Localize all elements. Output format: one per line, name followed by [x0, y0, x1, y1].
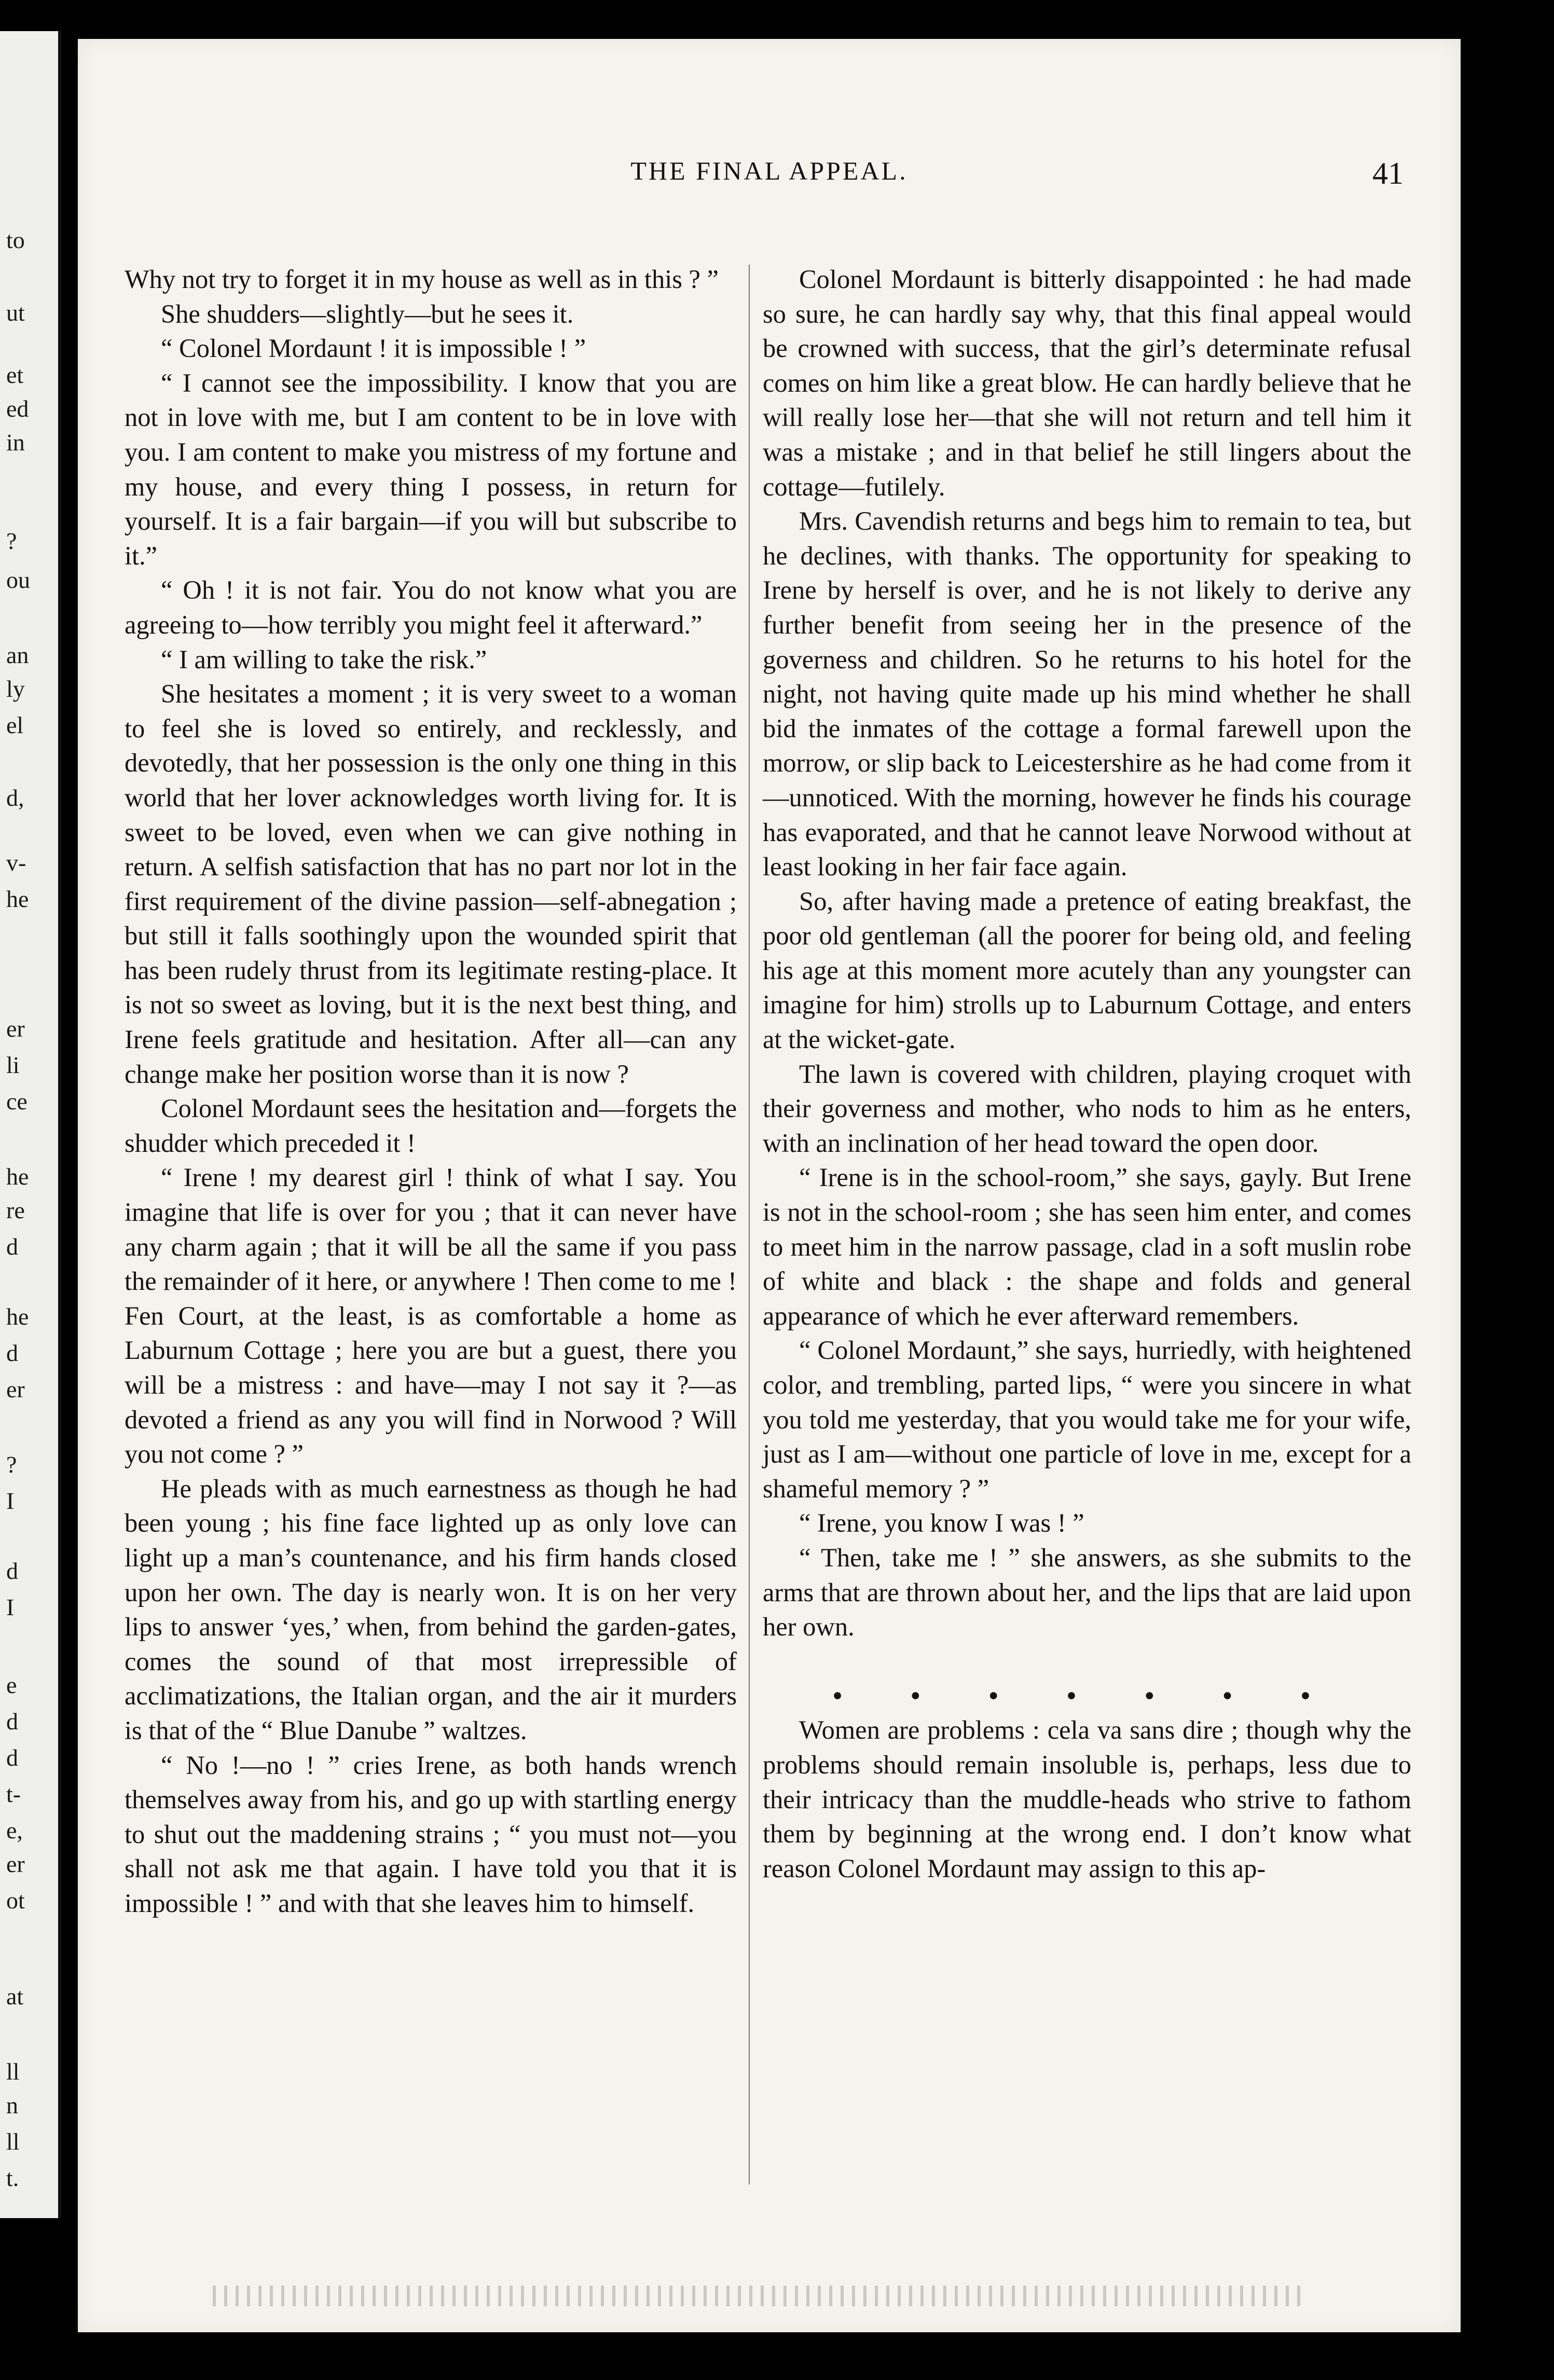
page-header: [78, 156, 1461, 202]
running-head: THE FINAL APPEAL.: [630, 156, 908, 185]
margin-fragment: in: [6, 429, 25, 456]
margin-fragment: d: [6, 1340, 18, 1366]
paragraph: “ I cannot see the impossibility. I know that you are not in love with me, but I am content to be in love with you. I am content to make you mistress of my fortune and my house, and every thing I possess, in return for yourself. It is a fair bargain—if you will but subscribe to it.”: [125, 368, 737, 570]
margin-fragment: n: [6, 2092, 18, 2118]
book-page: [78, 39, 1461, 2332]
margin-fragment: he: [6, 1303, 29, 1330]
margin-fragment: ut: [6, 299, 25, 326]
margin-fragment: ll: [6, 2128, 20, 2155]
margin-fragment: ?: [6, 1451, 17, 1478]
margin-fragment: er: [6, 1015, 25, 1042]
margin-fragment: ot: [6, 1887, 25, 1914]
paragraph: “ Irene ! my dearest girl ! think of what I say. You imagine that life is over for you ; that it can never have any charm again ; that it will be all the same if you pass the remainder of it here, or anywhere ! Then come to me ! Fen Court, at the least, is as comfortable a home as Laburnum Cottage ; here you are but a guest, there you will be a mistress : and have—may I not say it ?—as devoted a friend as any you will find in Norwood ? Will you not come ? ”: [125, 1163, 737, 1469]
paragraph: “ Colonel Mordaunt ! it is impossible ! ”: [161, 334, 586, 363]
paragraph: She hesitates a moment ; it is very sweet to a woman to feel she is loved so entirely, and recklessly, and devotedly, that her possession is the only one thing in this world that her lover acknowledges worth living for. It is sweet to be loved, even when we can give nothing in return. A selfish satisfaction that has no part nor lot in the first requirement of the divine passion—self-abnegation ; but still it falls soothingly upon the wounded spirit that has been rudely thrust from its legitimate resting-place. It is not so sweet as loving, but it is the next best thing, and Irene feels gratitude and hesitation. After all—can any change make her position worse than it is now ?: [125, 679, 737, 1089]
margin-fragment: at: [6, 1983, 24, 2010]
margin-fragment: I: [6, 1488, 15, 1514]
margin-fragment: to: [6, 227, 25, 253]
margin-fragment: v-: [6, 849, 26, 876]
margin-fragment: I: [6, 1594, 15, 1620]
paragraph: “ Irene, you know I was ! ”: [799, 1508, 1084, 1538]
margin-fragment: an: [6, 642, 29, 668]
margin-fragment: e: [6, 1672, 17, 1698]
paragraph: Why not try to forget it in my house as well as in this ? ”: [125, 265, 719, 294]
paragraph: Colonel Mordaunt sees the hesitation and—forgets the shudder which preceded it !: [125, 1094, 737, 1158]
margin-fragment: ll: [6, 2058, 20, 2085]
paragraph: He pleads with as much earnestness as though he had been young ; his fine face lighted up as only love can light up a man’s countenance, and his firm hands closed upon her own. The day is nearly won. It is on her very lips to answer ‘yes,’ when, from behind the garden-gates, comes the sound of that most irrepressible of acclimatizations, the Italian organ, and the air it murders is that of the “ Blue Danube ” waltzes.: [125, 1474, 737, 1745]
page-number: 41: [1372, 156, 1404, 190]
paragraph: She shudders—slightly—but he sees it.: [161, 299, 574, 328]
margin-fragment: re: [6, 1197, 25, 1223]
adjacent-page-margin: [0, 31, 61, 2218]
margin-fragment: d: [6, 1233, 18, 1260]
margin-fragment: ly: [6, 676, 25, 702]
column-divider: [749, 265, 750, 2184]
margin-fragment: er: [6, 1851, 25, 1877]
margin-fragment: ?: [6, 528, 17, 554]
margin-fragment: er: [6, 1376, 25, 1402]
left-column: [125, 262, 737, 1921]
right-column: [763, 262, 1411, 1886]
paragraph: So, after having made a pretence of eating breakfast, the poor old gentleman (all the poorer for being old, and feeling his age at this moment more acutely than any youngster can imagine for him) strolls up to Laburnum Cottage, and enters at the wicket-gate.: [763, 886, 1411, 1054]
margin-fragment: he: [6, 886, 29, 912]
margin-fragment: ou: [6, 567, 30, 593]
section-break-dots: • • • • • • •: [833, 1681, 1341, 1710]
margin-fragment: ed: [6, 395, 29, 422]
margin-fragment: t.: [6, 2165, 19, 2191]
margin-fragment: he: [6, 1163, 29, 1190]
paragraph: “ Colonel Mordaunt,” she says, hurriedly, with heightened color, and trembling, parted lips, “ were you sincere in what you told me yesterday, that you would take me for your wife, just as I am—without one particle of love in me, except for a shameful memory ? ”: [763, 1336, 1411, 1503]
margin-fragment: ce: [6, 1088, 27, 1115]
paragraph: “ I am willing to take the risk.”: [161, 644, 487, 674]
margin-fragment: d: [6, 1744, 18, 1771]
paragraph: Mrs. Cavendish returns and begs him to remain to tea, but he declines, with thanks. The opportunity for speaking to Irene by herself is over, and he is not likely to derive any further benefit from seeing her in the presence of the governess and children. So he returns to his hotel for the night, not having quite made up his mind whether he shall bid the inmates of the cottage a formal farewell upon the morrow, or slip back to Leicestershire as he had come from it—unnoticed. With the morning, however he finds his courage has evaporated, and that he cannot leave Norwood without at least looking in her fair face again.: [763, 506, 1411, 882]
paragraph: Colonel Mordaunt is bitterly disappointed : he had made so sure, he can hardly say why, that this final appeal would be crowned with success, that the girl’s determinate refusal comes on him like a great blow. He can hardly believe that he will really lose her—that she will not return and tell him it was a mistake ; and in that belief he still lingers about the cottage—futilely.: [763, 265, 1411, 501]
margin-fragment: d: [6, 1558, 18, 1584]
margin-fragment: li: [6, 1052, 20, 1078]
margin-fragment: e,: [6, 1817, 23, 1844]
margin-fragment: et: [6, 362, 24, 388]
margin-fragment: el: [6, 712, 24, 738]
paragraph: “ Then, take me ! ” she answers, as she submits to the arms that are thrown about her, and the lips that are laid upon her own.: [763, 1543, 1411, 1642]
paragraph: “ Oh ! it is not fair. You do not know what you are agreeing to—how terribly you might feel it afterward.”: [125, 575, 737, 639]
paragraph: The lawn is covered with children, playing croquet with their governess and mother, who nods to him as he enters, with an inclination of her head toward the open door.: [763, 1059, 1411, 1158]
paragraph: Women are problems : cela va sans dire ; though why the problems should remain insoluble is, perhaps, less due to their intricacy than the muddle-heads who strive to fathom them by beginning at the wrong end. I don’t know what reason Colonel Mordaunt may assign to this ap-: [763, 1715, 1411, 1883]
paragraph: “ Irene is in the school-room,” she says, gayly. But Irene is not in the school-room ; she has seen him enter, and comes to meet him in the narrow passage, clad in a soft muslin robe of white and black : the shape and folds and general appearance of which he ever afterward remembers.: [763, 1163, 1411, 1330]
margin-fragment: d: [6, 1708, 18, 1735]
margin-fragment: d,: [6, 785, 24, 811]
margin-fragment: t-: [6, 1781, 21, 1807]
scan-noise: [213, 2286, 1302, 2306]
paragraph: “ No !—no ! ” cries Irene, as both hands wrench themselves away from his, and go up with startling energy to shut out the maddening strains ; “ you must not—you shall not ask me that again. I have told you that it is impossible ! ” and with that she leaves him to himself.: [125, 1750, 737, 1918]
